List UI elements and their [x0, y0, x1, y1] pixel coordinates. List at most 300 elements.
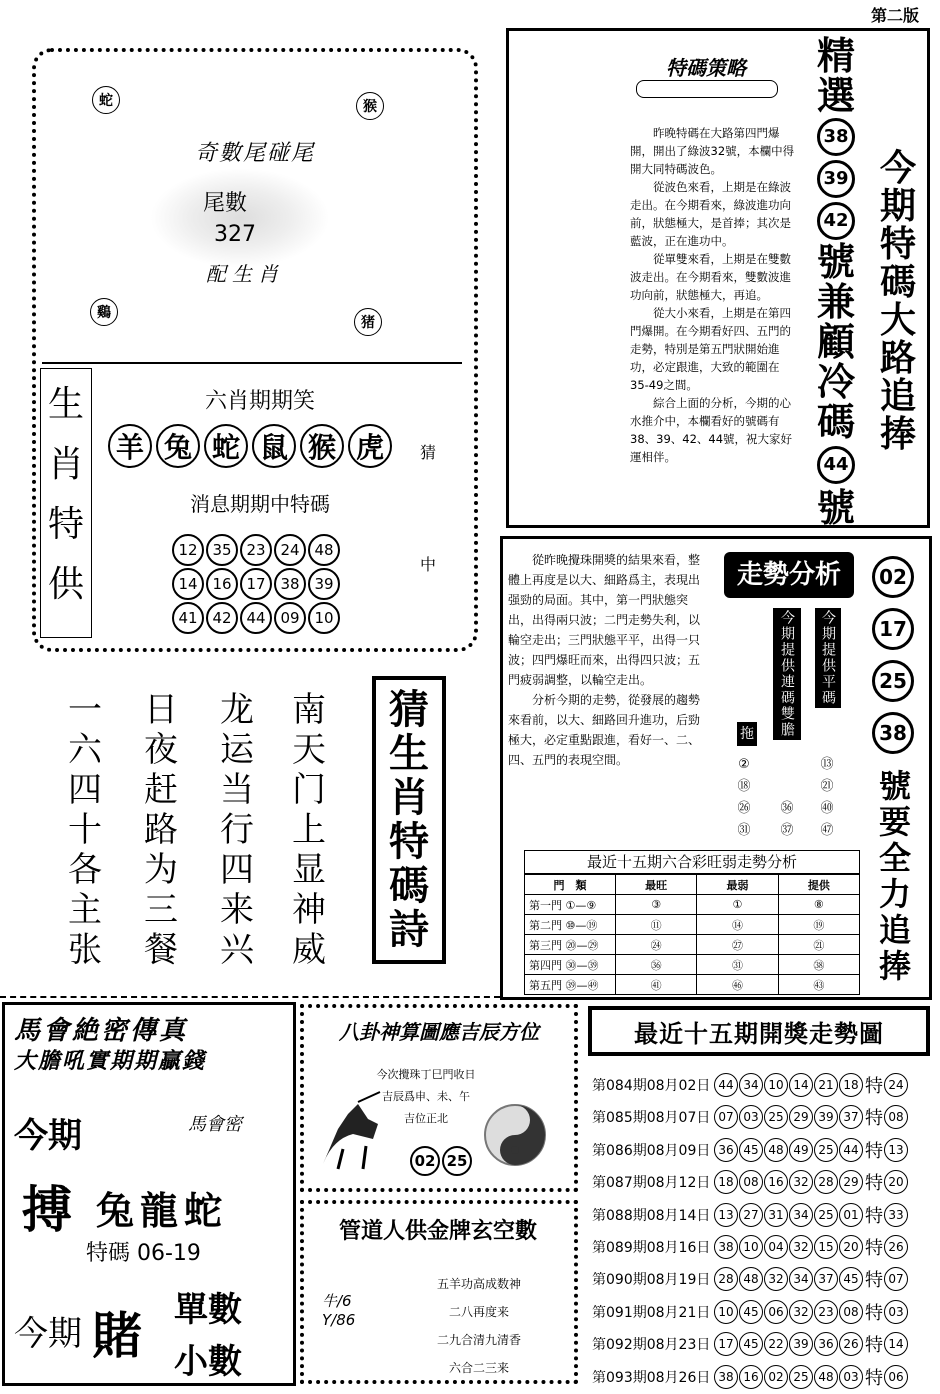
corner-pig: 猪 [354, 308, 382, 336]
tail-label: 尾數 [202, 191, 247, 216]
ball: 45 [739, 1300, 763, 1324]
trend-right-char: 力 [878, 875, 911, 913]
poem-char: 威 [292, 930, 326, 970]
poem-title-char: 猜 [389, 687, 429, 733]
strategy-logo-bar [636, 80, 778, 98]
table-cell: ㊱ [616, 955, 697, 975]
number-row [172, 534, 340, 566]
ball: 39 [789, 1332, 813, 1356]
gamble-char: 賭 [92, 1306, 142, 1365]
horse-animals: 兔龍蛇 [96, 1188, 229, 1233]
table-cell: ㊸ [778, 975, 859, 995]
history-list [592, 1070, 932, 1394]
number-circle: 10 [308, 602, 340, 634]
number-circle: 12 [172, 534, 204, 566]
poem-title-char: 特 [389, 819, 429, 865]
history-label: 第088期08月14日 [592, 1207, 711, 1224]
table-cell: ㉑ [778, 935, 859, 955]
sub-heading: 消息期期中特碼 [190, 492, 330, 516]
trend-right-char: 號 [878, 767, 911, 805]
poem-column [220, 690, 254, 970]
strategy-vertical [814, 36, 858, 528]
trend-right-char: 捧 [878, 947, 911, 985]
trend-right-nums [870, 556, 916, 764]
vert-char: 兼 [816, 280, 855, 324]
table-cell: ㊻ [697, 975, 778, 995]
ball: 34 [789, 1203, 813, 1227]
door-range: ①—⑨ [565, 898, 597, 912]
six-animal-heading: 六肖期期笑 [204, 389, 315, 414]
ball: 29 [789, 1105, 813, 1129]
ball: 45 [739, 1138, 763, 1162]
door-label: 第一門 [529, 898, 562, 912]
trend-logo: 走勢分析 [724, 552, 854, 598]
corner-snake: 蛇 [92, 86, 120, 114]
ball: 34 [789, 1267, 813, 1291]
ball: 28 [714, 1267, 738, 1291]
number-circle: 24 [274, 534, 306, 566]
special-ball: 13 [884, 1138, 908, 1162]
ball: 25 [814, 1138, 838, 1162]
history-label: 第089期08月16日 [592, 1239, 711, 1256]
vert-char: 顧 [816, 320, 855, 364]
bagua-line: 今次攪珠丁巳門收日 [376, 1068, 476, 1081]
ball: 03 [739, 1105, 763, 1129]
number-row [172, 602, 340, 634]
special-label: 特 [865, 1335, 883, 1357]
col-c-nums [816, 754, 838, 842]
number-row [172, 568, 340, 600]
poem-char: 运 [220, 730, 254, 770]
pick-circle: 44 [817, 446, 855, 484]
col-a-num: ⑱ [737, 779, 751, 794]
ball: 14 [789, 1073, 813, 1097]
horse-special: 特碼 06-19 [86, 1241, 201, 1266]
signature: 牛/6 Y/86 [322, 1292, 356, 1329]
table-row [525, 955, 860, 975]
ball: 32 [789, 1235, 813, 1259]
horse-subtitle: 大膽吼實期期贏錢 [14, 1049, 207, 1074]
ball: 16 [739, 1365, 763, 1389]
col-b-title-text: 今期提供連碼雙膽 [779, 610, 795, 738]
table-cell: ㉗ [697, 935, 778, 955]
vert-char: 精 [816, 34, 855, 78]
number-circle: 14 [172, 568, 204, 600]
gamble-line-1: 單數 [174, 1290, 242, 1330]
ball: 44 [839, 1138, 863, 1162]
col-c-num: ㉑ [820, 779, 834, 794]
ornament-bg [150, 168, 330, 268]
poem-title-char: 詩 [389, 907, 429, 953]
number-circle: 41 [172, 602, 204, 634]
col-b-num: ㊲ [780, 823, 794, 838]
special-ball: 33 [884, 1203, 908, 1227]
vert-char: 選 [816, 74, 855, 118]
kongshu-title: 管道人供金牌玄空數 [338, 1218, 537, 1244]
ball: 18 [714, 1170, 738, 1194]
trend-table-title: 最近十五期六合彩旺弱走勢分析 [524, 850, 860, 874]
poem-char: 门 [292, 770, 326, 810]
bagua-num: 25 [442, 1146, 472, 1176]
ball: 38 [714, 1365, 738, 1389]
table-row [525, 915, 860, 935]
bagua-line: 吉位正北 [404, 1112, 448, 1125]
special-ball: 03 [884, 1300, 908, 1324]
headline-char: 大 [879, 300, 916, 341]
strategy-paragraph: 從單雙來看，上期是在雙數波走出。在今期看來，雙數波進功向前，狀態極大，再追。 [630, 252, 791, 302]
ball: 48 [764, 1138, 788, 1162]
history-label: 第085期08月07日 [592, 1110, 711, 1127]
ball: 31 [764, 1203, 788, 1227]
headline-char: 今 [879, 148, 916, 189]
headline-char: 路 [879, 338, 916, 379]
ball: 01 [839, 1203, 863, 1227]
number-circle: 38 [274, 568, 306, 600]
poem-char: 各 [68, 850, 102, 890]
bagua-nums [410, 1146, 472, 1176]
history-row [592, 1200, 932, 1230]
headline-char: 期 [879, 186, 916, 227]
door-range: ⑳—㉙ [565, 938, 599, 952]
poem-char: 四 [220, 850, 254, 890]
table-cell: ③ [616, 895, 697, 915]
ball: 49 [789, 1138, 813, 1162]
bet-char: 搏 [22, 1180, 72, 1239]
poem-column [144, 690, 178, 970]
ball: 17 [714, 1332, 738, 1356]
trend-paragraph: 從昨晚攪珠開獎的結果來看，整體上再度是以大、細路爲主，表現出强勁的局面。其中，第一門狀態突出，出得兩只波；二門走勢失利，以輪空走出；三門狀態平平，出得一只波；四門爆旺而來，出得四只波；五門疲弱調整，以輪空走出。 [508, 553, 701, 687]
col-b-num: ㊱ [780, 801, 794, 816]
ball: 37 [814, 1267, 838, 1291]
table-header: 門 類 [525, 875, 616, 895]
poem-column [68, 690, 102, 970]
ball: 37 [839, 1105, 863, 1129]
bagua-icon [480, 1100, 550, 1170]
poem-title-char: 碼 [389, 863, 429, 909]
history-row [592, 1264, 932, 1294]
ball: 16 [764, 1170, 788, 1194]
animal-circle: 猴 [300, 424, 344, 468]
poem-column [292, 690, 326, 970]
ball: 10 [714, 1300, 738, 1324]
table-cell: ⑪ [616, 915, 697, 935]
table-row [525, 935, 860, 955]
animal-row [108, 424, 392, 468]
animal-circle: 羊 [108, 424, 152, 468]
number-circle: 35 [206, 534, 238, 566]
kongshu-lines [404, 1270, 554, 1382]
kongshu-line: 二八再度来 [448, 1305, 509, 1319]
history-row [592, 1329, 932, 1359]
ball: 26 [839, 1332, 863, 1356]
table-row [525, 975, 860, 995]
number-circle: 16 [206, 568, 238, 600]
table-header-row [525, 875, 860, 895]
table-cell [525, 915, 616, 935]
ball: 08 [739, 1170, 763, 1194]
tail-sub: 配生肖 [206, 262, 284, 286]
strategy-paragraph: 從波色來看，上期是在綠波走出。在今期看來，綠波進功向前，狀態極大，是首捧；其次是藍波，正在進功中。 [630, 180, 791, 248]
col-a-num: ② [738, 757, 750, 772]
door-label: 第二門 [529, 918, 562, 932]
ball: 32 [764, 1267, 788, 1291]
col-c-num: ⑬ [820, 757, 834, 772]
col-c-num: ㊼ [820, 823, 834, 838]
special-label: 特 [865, 1140, 883, 1162]
poem-title-char: 生 [389, 731, 429, 777]
table-cell: ⑲ [778, 915, 859, 935]
ball: 04 [764, 1235, 788, 1259]
ball: 48 [739, 1267, 763, 1291]
ball: 44 [714, 1073, 738, 1097]
number-circle: 39 [308, 568, 340, 600]
poem-char: 兴 [220, 930, 254, 970]
poem-char: 赶 [144, 770, 178, 810]
kongshu-line: 六合二三来 [448, 1361, 509, 1375]
number-circle: 42 [206, 602, 238, 634]
table-cell: ⑭ [697, 915, 778, 935]
bagua-line: 吉辰爲申、未、午 [382, 1090, 470, 1103]
drag-label: 拖 [737, 722, 757, 746]
strategy-paragraph: 綜合上面的分析，今期的心水推介中，本欄看好的號碼有38、39、42、44號，祝大家好運相伴。 [630, 396, 793, 464]
table-header: 最弱 [697, 875, 778, 895]
pick-circle: 38 [817, 118, 855, 156]
ball: 15 [814, 1235, 838, 1259]
special-label: 特 [865, 1367, 883, 1389]
ball: 48 [814, 1365, 838, 1389]
ball: 38 [714, 1235, 738, 1259]
animal-circle: 蛇 [204, 424, 248, 468]
number-circle: 09 [274, 602, 306, 634]
poem-char: 一 [68, 690, 102, 730]
history-label: 第091期08月21日 [592, 1304, 711, 1321]
side-char: 生 [47, 384, 84, 425]
trend-pick-circle: 17 [872, 608, 914, 650]
poem-char: 南 [292, 690, 326, 730]
horse-today-2: 今期 [14, 1314, 82, 1354]
trend-right-char: 要 [878, 803, 911, 841]
edition-label: 第二版 [870, 6, 919, 25]
poem-char: 来 [220, 890, 254, 930]
poem-char: 主 [68, 890, 102, 930]
ball: 28 [814, 1170, 838, 1194]
col-a-num: ㉖ [737, 801, 751, 816]
special-label: 特 [865, 1205, 883, 1227]
poem-char: 夜 [144, 730, 178, 770]
ball: 29 [839, 1170, 863, 1194]
corner-monkey: 猴 [356, 92, 384, 120]
horse-stamp: 馬會密 [188, 1114, 242, 1135]
bagua-title: 八卦神算圖應吉辰方位 [339, 1020, 539, 1044]
special-label: 特 [865, 1108, 883, 1130]
shengxiao-side-box [40, 368, 92, 638]
vert-char: 冷 [816, 360, 855, 404]
trend-right-char: 全 [878, 839, 911, 877]
poem-char: 天 [292, 730, 326, 770]
history-row [592, 1167, 932, 1197]
ball: 34 [739, 1073, 763, 1097]
table-cell: ㊳ [778, 955, 859, 975]
ball: 10 [764, 1073, 788, 1097]
special-ball: 06 [884, 1365, 908, 1389]
history-label: 第084期08月02日 [592, 1078, 711, 1094]
ball: 39 [814, 1105, 838, 1129]
history-row [592, 1297, 932, 1327]
trend-pick-circle: 25 [872, 660, 914, 702]
history-row [592, 1102, 932, 1132]
poem-char: 日 [144, 690, 178, 730]
ball: 36 [814, 1332, 838, 1356]
shengxiao-number-grid [172, 534, 340, 636]
door-range: ㉚—㊴ [565, 958, 599, 972]
divider [42, 362, 462, 364]
pick-circle: 42 [817, 202, 855, 240]
door-label: 第四門 [529, 958, 562, 972]
table-header: 最旺 [616, 875, 697, 895]
kongshu-line: 五羊功高成数神 [436, 1277, 521, 1291]
table-row [525, 895, 860, 915]
trend-pick-circle: 02 [872, 556, 914, 598]
ball: 45 [839, 1267, 863, 1291]
special-label: 特 [865, 1076, 883, 1097]
door-range: ⑩—⑲ [565, 918, 598, 932]
trend-right-char: 追 [878, 911, 911, 949]
strategy-paragraph: 昨晚特碼在大路第四門爆開，開出了綠波32號，本欄中得開大同特碼波色。 [630, 126, 795, 176]
strategy-paragraph: 從大小來看，上期是在第四門爆開。在今期看好四、五門的走勢，特別是第五門狀開始進功，必定跟進，大致的範圍在35-49之間。 [630, 306, 791, 392]
horse-today: 今期 [14, 1116, 82, 1156]
table-cell [525, 895, 616, 915]
history-label: 第086期08月09日 [592, 1142, 711, 1159]
number-circle: 17 [240, 568, 272, 600]
poem-char: 十 [68, 810, 102, 850]
ball: 07 [714, 1105, 738, 1129]
strategy-headline [876, 150, 920, 454]
gamble-line-2: 小數 [174, 1342, 242, 1382]
trend-paragraph: 分析今期的走勢，從發展的趨勢來看前，以大、細路回升進功，后勁極大，必定重點跟進，看好一、二、四、五門的表現空間。 [508, 693, 701, 767]
number-circle: 44 [240, 602, 272, 634]
history-row [592, 1362, 932, 1392]
poem-char: 为 [144, 850, 178, 890]
poem-char: 六 [68, 730, 102, 770]
poem-char: 龙 [220, 690, 254, 730]
history-label: 第090期08月19日 [592, 1272, 711, 1289]
poem-char: 路 [144, 810, 178, 850]
poem-char: 张 [68, 930, 102, 970]
table-cell [525, 935, 616, 955]
table-cell: ⑧ [778, 895, 859, 915]
ball: 06 [764, 1300, 788, 1324]
ball: 25 [764, 1105, 788, 1129]
col-a-num: ㉛ [737, 823, 751, 838]
tail-title: 奇數尾碰尾 [194, 141, 315, 166]
door-label: 第五門 [529, 978, 562, 992]
ball: 21 [814, 1073, 838, 1097]
special-label: 特 [865, 1302, 883, 1324]
animal-circle: 虎 [348, 424, 392, 468]
poem-char: 四 [68, 770, 102, 810]
ball: 27 [739, 1203, 763, 1227]
history-row [592, 1070, 932, 1100]
poem-title-box [372, 676, 446, 964]
ball: 45 [739, 1332, 763, 1356]
side-right-char: 中 [420, 555, 437, 574]
bagua-num: 02 [410, 1146, 440, 1176]
number-circle: 48 [308, 534, 340, 566]
ball: 20 [839, 1235, 863, 1259]
poem-char: 当 [220, 770, 254, 810]
col-b-nums [776, 798, 798, 842]
col-a-nums [733, 754, 755, 842]
side-char: 供 [47, 564, 84, 605]
headline-char: 捧 [879, 414, 916, 455]
history-row [592, 1232, 932, 1262]
vert-char: 號 [816, 240, 855, 284]
door-range: ㊴—㊾ [565, 978, 599, 992]
history-row [592, 1135, 932, 1165]
ball: 02 [764, 1365, 788, 1389]
special-ball: 26 [884, 1235, 908, 1259]
strategy-logo: 特碼策略 [666, 56, 746, 80]
door-label: 第三門 [529, 938, 562, 952]
number-circle: 23 [240, 534, 272, 566]
history-label: 第093期08月26日 [592, 1369, 711, 1386]
poem-title-char: 肖 [389, 775, 429, 821]
history-label: 第092期08月23日 [592, 1337, 711, 1354]
ball: 22 [764, 1332, 788, 1356]
ball: 25 [789, 1365, 813, 1389]
side-char: 肖 [47, 444, 84, 485]
special-label: 特 [865, 1270, 883, 1292]
trend-right-text [870, 768, 920, 984]
corner-rooster: 鷄 [90, 298, 118, 326]
horse-title: 馬會絶密傳真 [14, 1016, 189, 1046]
headline-char: 碼 [879, 262, 916, 303]
tail-value: 327 [214, 222, 256, 247]
special-ball: 24 [884, 1073, 908, 1097]
poem-char: 神 [292, 890, 326, 930]
table-cell: ㊶ [616, 975, 697, 995]
ball: 03 [839, 1365, 863, 1389]
ball: 32 [789, 1170, 813, 1194]
trend-pick-circle: 38 [872, 712, 914, 754]
ball: 32 [789, 1300, 813, 1324]
headline-char: 特 [879, 224, 916, 265]
special-ball: 08 [884, 1105, 908, 1129]
poem-char: 行 [220, 810, 254, 850]
col-c-num: ㊵ [820, 801, 834, 816]
vert-char: 號 [816, 486, 855, 530]
divider [0, 996, 500, 998]
ball: 13 [714, 1203, 738, 1227]
trend-text [508, 550, 706, 770]
kongshu-line: 二九合清九清香 [436, 1333, 521, 1347]
animal-circle: 兔 [156, 424, 200, 468]
ball: 18 [839, 1073, 863, 1097]
ball: 36 [714, 1138, 738, 1162]
trend-table [524, 874, 860, 995]
table-cell [525, 975, 616, 995]
strategy-text [630, 124, 798, 466]
special-ball: 20 [884, 1170, 908, 1194]
poem-columns [62, 690, 352, 980]
ball: 25 [814, 1203, 838, 1227]
table-cell: ① [697, 895, 778, 915]
special-label: 特 [865, 1237, 883, 1259]
col-b-title [773, 608, 801, 740]
col-c-title [815, 608, 841, 708]
special-label: 特 [865, 1173, 883, 1195]
special-ball: 14 [884, 1332, 908, 1356]
